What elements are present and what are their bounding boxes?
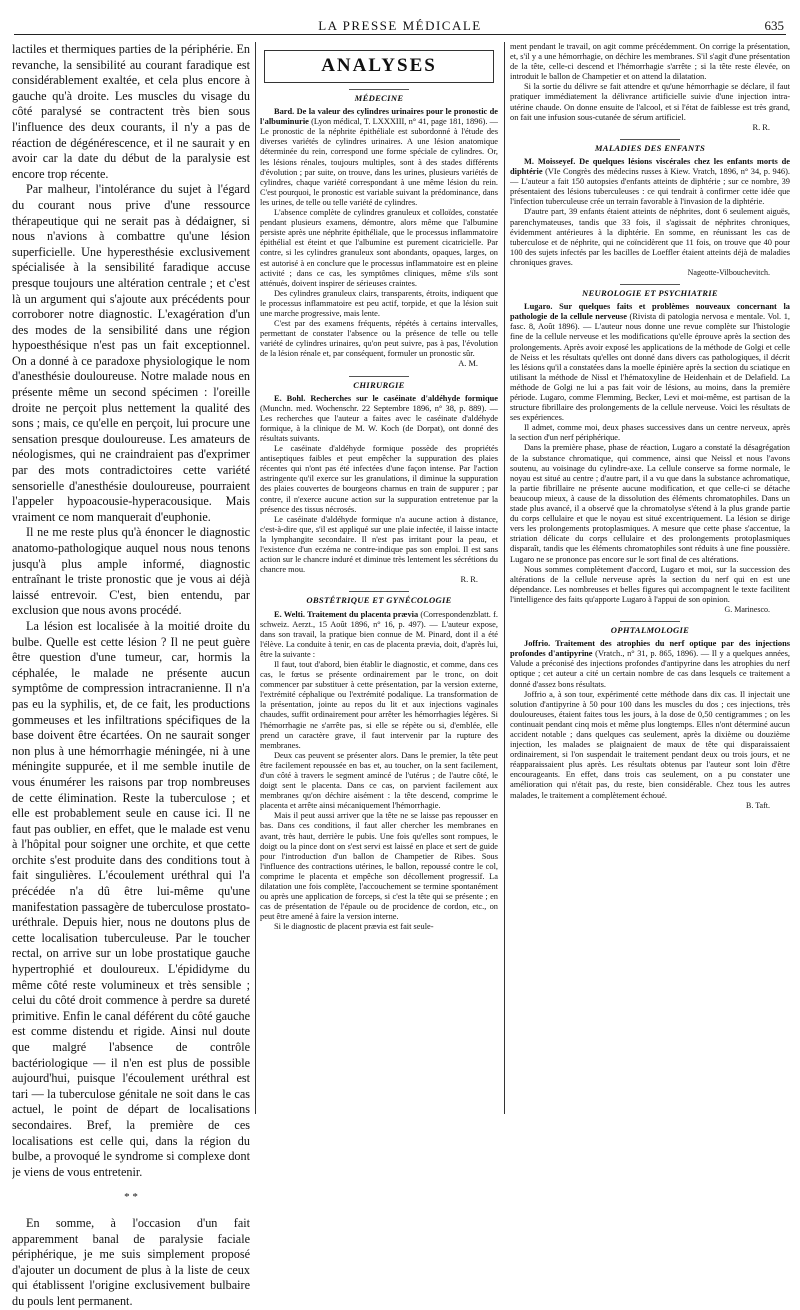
- section-title: MALADIES DES ENFANTS: [510, 139, 790, 153]
- section-title: OBSTÉTRIQUE ET GYNÉCOLOGIE: [260, 591, 498, 605]
- abstract-paragraph: Dans la première phase, phase de réaction, Lugaro a constaté la désagrégation de la substance chromatique, qui commence, ainsi que Neissl et nous l'avons soutenu, au voisinage du cylindre-axe. La cellule conserve sa forme normale, le noyau est situé au centre ; d'autre part, il a vu que dans la substance achromatique, la partie fibrillaire ne présente aucune modification, et que celle-ci se détache beaucoup mieux, à cause de la dissolution des éléments chromatophiles. Dans un stade plus avancé, il a observé que la chromatolyse s'étend à la plus grande partie du corps cellulaire et que le noyau est situé excentriquement. La lésion se dirige vers les prolongements protoplasmiques. A mesure que cette phase s'accentue, la striation délicate du corps cellulaire et des prolongements protoplasmiques disparaît, tandis que les éléments chromatophiles sont réduits à une fine poussière. Lugaro ne se prononce pas encore sur le sort final de ces altérations.: [510, 443, 790, 564]
- abstract-title: Joffrio. Traitement des atrophies du nerf optique par des injections profondes d'antipyrine: [510, 639, 790, 659]
- abstract-title: E. Bohl. Recherches sur le caséinate d'aldéhyde formique: [274, 393, 498, 403]
- abstract-text: (Correspondenzblatt. f. schweiz. Aerzt., 15 Août 1896, n° 16, p. 497). — L'auteur expose, dans son travail, la pratique bien connue de M. Pinard, dont il a été l'élève. La conduite à tenir, en cas de placenta prævia, doit, d'après lui, être la suivante :: [260, 609, 498, 659]
- abstract-title: Bard. De la valeur des cylindres urinaires pour le pronostic de l'albuminurie: [260, 107, 498, 127]
- abstract-text: (Munchn. med. Wochenschr. 22 Septembre 1896, n° 38, p. 889). — Les recherches que l'auteur a faites avec le caséinate d'aldéhyde formique, à la clinique de M. W. Koch (de Dorpat), ont donné des résultats suivants.: [260, 403, 498, 443]
- paragraph: Il ne me reste plus qu'à énoncer le diagnostic anatomo-pathologique auquel nous nous tenons jusqu'à plus ample informé, diagnostic entraînant le triste pronostic que je vous ai déjà laissé entrevoir. C'est, bien entendu, par exclusion que nous avons procédé.: [12, 525, 250, 618]
- section-title: NEUROLOGIE ET PSYCHIATRIE: [510, 284, 790, 298]
- paragraph: Par malheur, l'intolérance du sujet à l'égard du courant nous prive d'une ressource thérapeutique qui ne serait pas à dédaigner, si nous n'avions à combattre qu'une lésion superficielle. Une hyperesthésie exclusivement spécialisée à la sensibilité faradique accuse presque toujours une altération centrale ; et c'est là un argument qui s'ajoute aux précédents pour corroborer notre diagnostic. L'exagération d'un des modes de la sensibilité dans une région hypoesthésique n'est pas un fait exceptionnel. On a donné à ce paradoxe physiologique le nom d'anesthésie douloureuse. Notre malade nous en présente même un second spécimen : l'oreille droite ne perçoit plus nettement la qualité des sons ; mais, ce qu'elle en perçoit, lui procure une sensation presque douloureuse. Les amateurs de néologismes, qui ne craindraient pas d'exprimer par des mots contradictoires cette variété sensorielle d'anesthésie douloureuse, pourraient l'appeler hypoacousie-hyperacousique. Mais vraiment ce nom manquerait d'euphonie.: [12, 182, 250, 524]
- abstract-paragraph: Joffrio a, à son tour, expérimenté cette méthode dans dix cas. Il injectait une solution d'antipyrine à 50 pour 100 dans les muscles du dos ; ces injections, très douloureuses, étaient faites tous les jours, à la dose de 0,50 centigrammes ; on les continuait pendant cinq mois et même plus longtemps. Elles n'ont déterminé aucun accident notable ; dans quelques cas seulement, après la dixième ou douzième injection, les malades se plaignaient de maux de tête qui disparaissaient ordinairement, si l'on suspendait le traitement pendant deux ou trois jours, et ne réapparaissaient plus après. Les résultats obtenus par l'auteur sont loin d'être encourageants. En effet, dans trois cas seulement, on a pu constater une amélioration qui n'était pas, du reste, bien considérable. Chez tous les autres malades, le traitement a complètement échoué.: [510, 689, 790, 800]
- abstract-text: (VIe Congrès des médecins russes à Kiew. Vratch, 1896, n° 34, p. 946). — L'auteur a fait 150 autopsies d'enfants atteints de diphtérie ; sur ce nombre, 39 présentaient des lésions tuberculeuses : ce qui tendrait à confirmer cette idée que l'infection tuberculeuse crée un terrain favorable à l'invasion de la diphtérie.: [510, 167, 790, 207]
- abstract: [260, 394, 498, 444]
- abstract: [260, 107, 498, 208]
- abstract-paragraph: D'autre part, 39 enfants étaient atteints de néphrites, dont 6 seulement aiguës, parenchymateuses, tandis que 33 fois, il s'agissait de néphrites chroniques, évidemment antérieures à la diphtérie. En somme, en réunissant les cas de tuberculose et de néphrite, qui ne coïncidèrent que 11 fois, on trouve que 40 pour 100 des sujets infectés par les bacilles de Loeffler étaient atteints déjà de maladies chroniques graves.: [510, 207, 790, 267]
- paragraph: La lésion est localisée à la moitié droite du bulbe. Quelle est cette lésion ? Il ne peut guère être question d'une tumeur, car, hormis la céphalée, le malade ne présente aucun symptôme de compression intracranienne. Il n'a pas eu la syphilis, et, de ce fait, les productions gommeuses et les infiltrations spécifiques de la base doivent être écartées. On ne saurait songer non plus à une hémorrhagie méningée, ni à une méningite suppurée, et il me semble inutile de vous énumérer les raisons par trop nombreuses de cette élimination. Reste la tuberculose ; et elle est probablement seule en cause ici. Il ne faut pas oublier, en effet, que le malade est venu à l'hôpital pour soigner une orchite, et que cette orchite s'est produite dans des conditions tout à fait singulières. L'écoulement uréthral qui l'a précédée n'a dû être lui-même qu'une manifestation passagère de tuberculose prostato-uréthrale. Depuis hier, nous ne doutons plus de cette localisation tuberculeuse. Par le toucher rectal, on arrive sur un lobe prostatique gauche hypertrophié et douloureux. L'épididyme du même côté reste volumineux et très sensible ; celui du côté droit commence à perdre sa dureté primitive. Enfin le canal déférent du côté gauche est comme distendu et rigide. Ainsi nul doute que malgré l'absence de contrôle bactériologique — il n'en est plus de possible aujourd'hui, puisque l'écoulement uréthral est tari — la tuberculose génitale ne soit dans le cas actuel, le point de départ de localisations secondaires. Bref, la première de ces localisations est celle qui, dans la région du bulbe, a provoqué le syndrome si complexe dont je viens de vous entretenir.: [12, 618, 250, 1179]
- abstract: [510, 157, 790, 207]
- column-1: [12, 42, 250, 1310]
- page-header: [14, 18, 786, 35]
- abstract-paragraph: L'absence complète de cylindres granuleux et colloïdes, constatée pendant plusieurs examens, démontre, alors même que l'albumine persiste après une néphrite épithéliale, que le processus inflammatoire épithélial est éteint et que l'albumine est purement cicatricielle. Par contre, si les cylindres granuleux sont abondants, opaques, larges, on est autorisé à en conclure que le processus inflammatoire est en pleine activité ; dans ce cas, les symptômes cliniques, même s'ils sont atténués, doivent inspirer de sérieuses craintes.: [260, 208, 498, 288]
- section-title: OPHTALMOLOGIE: [510, 621, 790, 635]
- abstract-signature: R. R.: [460, 575, 478, 585]
- abstract-paragraph: Si le diagnostic de placent prævia est fait seule-: [274, 922, 434, 932]
- continued-paragraph: ment pendant le travail, on agit comme précédemment. On corrige la présentation, et, s'il y a une hémorrhagie, on déchire les membranes. S'il s'agit d'une présentation de la tête, celle-ci descend et l'hémorrhagie s'arrête ; si la tête reste élevée, on introduit le ballon de Champetier et on attend la dilatation.: [510, 42, 790, 82]
- section-separator: * *: [124, 1191, 138, 1204]
- abstract-paragraph: Deux cas peuvent se présenter alors. Dans le premier, la tête peut être facilement repoussée en bas et, au toucher, on la sent facilement, d'un côté à travers le segment amincé de l'utérus ; de l'autre côté, le doigt sent le placenta. Dans ce cas, on parvient facilement aux membranes qu'on déchire aisément : la tête descend, comprime le placenta et arrête ainsi mécaniquement l'hémorrhagie.: [260, 750, 498, 811]
- abstract-paragraph: Il admet, comme moi, deux phases successives dans un centre nerveux, après la section d'un nerf périphérique.: [510, 423, 790, 443]
- abstract-title: M. Moisseyef. De quelques lésions viscérales chez les enfants morts de diphtérie: [510, 156, 790, 177]
- abstract-title: Lugaro. Sur quelques faits et problèmes nouveaux concernant la pathologie de la cellule nerveuse: [510, 302, 790, 322]
- column-2: [260, 42, 498, 933]
- abstract-paragraph: Le caséinate d'aldéhyde formique n'a aucune action à distance, c'est-à-dire que, s'il est appliqué sur une plaie infectée, il laisse intacte la lymphangite secondaire. Il n'est pas irritant pour la peau, et l'existence d'un eczéma ne contre-indique pas son emploi. Il est sans action sur le chancre induré et diminue très lentement les sécrétions du chancre mou.: [260, 514, 498, 575]
- abstract-paragraph: Mais il peut aussi arriver que la tête ne se laisse pas repousser en bas. Dans ces conditions, il faut aller chercher les membranes en avant, très haut, derrière le pubis. Une fois qu'elles sont rompues, le doigt ou la pince dont on s'est servi est laissé en place et sert de guide pour l'introduction d'un ballon de Champetier de Ribes. Sous l'influence des contractions utérines, le ballon, repoussé contre le col, comprime le placenta et empêche son décollement progressif. La dilatation une fois complète, l'accouchement se termine spontanément ou après une application de forceps, si c'est la tête qui se présente ; en cas de présentation de l'épaule ou de procidence de cordon, etc., on peut être amené à faire la version interne.: [260, 811, 498, 922]
- abstract-paragraph: C'est par des examens fréquents, répétés à certains intervalles, permettant de constater l'absence ou la présence de telle ou telle variété de cylindres urinaires, qu'on peut suivre, pas à pas, l'évolution de la lésion rénale et, par conséquent, formuler un pronostic sûr.: [260, 319, 498, 359]
- abstract-text: (Rivista di patologia nervosa e mentale. Vol. 1, fasc. 8, Août 1896). — L'auteur nous donne une revue complète sur l'histologie fine de la cellule nerveuse et les modifications qu'elle éprouve après la section des prolongements. Après avoir exposé les applications de la méthode de Golgi et celle de Neiss et les résultats qu'elles ont donné dans divers cas pathologiques, il décrit les lésions qu'il a constatées dans la moelle épinière après la section du sciatique en utilisant la méthode de Nissl et l'hématoxyline de Heidenhain et de Delafield. La méthode de Golgi ne lui a pas fait voir de lésions, au moins, dans la première période. Lugaro, comme Flemming, Becker, Levi et moi-même, est partisan de la structure fibrillaire des prolongements de la cellule nerveuse. Voici les résultats de ses expériences.: [510, 312, 790, 423]
- paragraph: Si la sortie du délivre se fait attendre et qu'une hémorrhagie se déclare, il faut pratiquer immédiatement la délivrance artificielle suivie d'une injection intra-utérine chaude. On donne ensuite de l'alcool, et si l'état de faiblesse est très grand, on fait une infusion sous-cutanée de sérum artificiel.: [510, 82, 790, 122]
- abstract-text: (Lyon médical, T. LXXXIII, n° 41, page 181, 1896). — Le pronostic de la néphrite épithéliale est subordonné à l'étude des diverses variétés de cylindres urinaires. A une lésion anatomique déterminée du rein, correspond une forme spéciale de cylindres. Or, les lésions rénales, toujours multiples, sont à des stades différents d'évolution ; par suite, on trouve, dans les urines, plusieurs variétés de cylindres, chaque variété correspondant à une même lésion du rein. C'est pourquoi, le pronostic est variable suivant la prédominance, dans les urines, de telle ou telle variété de cylindres.: [260, 117, 498, 207]
- column-rule-2: [504, 42, 505, 1114]
- abstract-paragraph: Des cylindres granuleux clairs, transparents, étroits, indiquent que le processus inflammatoire est peu actif, torpide, et que la lésion suit une marche progressive, mais lente.: [260, 288, 498, 318]
- abstract-signature: A. M.: [458, 359, 478, 369]
- page-number: 635: [764, 18, 784, 33]
- section-title: MÉDECINE: [260, 89, 498, 103]
- abstract-signature: Nageotte-Vilbouchevitch.: [687, 267, 770, 277]
- abstract: [510, 302, 790, 423]
- abstract-signature: R. R.: [752, 122, 770, 132]
- abstract-signature: G. Marinesco.: [724, 604, 770, 614]
- abstract: [510, 639, 790, 689]
- abstract-paragraph: Nous sommes complètement d'accord, Lugaro et moi, sur la succession des altérations de la cellule nerveuse après la section du nerf qui en est une dépendance. Les nombreuses et belles figures qui accompagnent le texte facilitent l'intelligence des faits qu'apporte Lugaro à l'appui de son opinion.: [510, 564, 790, 604]
- column-rule-1: [255, 42, 256, 1114]
- abstract-text: (Vratch., n° 31, p. 865, 1896). — Il y a quelques années, Valude a préconisé des injections profondes d'antipyrine dans les atrophies du nerf optique ; cet auteur a cité un certain nombre de cas dans lesquels ce traitement a donné d'assez bons résultats.: [510, 649, 790, 689]
- column-3: [510, 42, 790, 813]
- abstract-paragraph: Le caséinate d'aldéhyde formique possède des propriétés antiseptiques faibles et peut empêcher la suppuration des plaies récentes qui n'ont pas été infectées d'une façon intense. Par l'action astringente qu'il exerce sur les granulations, il diminue la suppuration des plaies couvertes de bourgeons charnus en train de suppurer ; par contre, il n'exerce aucune action sur la suppuration entretenue par la présence des tissus nécrosés.: [260, 444, 498, 514]
- abstract: [260, 610, 498, 660]
- abstract-paragraph: Il faut, tout d'abord, bien établir le diagnostic, et comme, dans ces cas, le fœtus se présente ordinairement par le tronc, on doit commencer par substituer à cette présentation, par la version externe, l'extrémité céphalique ou l'extrémité podalique. La transformation de la présentation, jointe au repos du lit et aux injections vaginales chaudes, suffit ordinairement pour arrêter les hémorrhagies légères. Si l'hémorrhagie ne s'arrête pas, si elle se répète ou si, d'emblée, elle prend un caractère grave, il faut intervenir par la rupture des membranes.: [260, 659, 498, 750]
- final-paragraph: En somme, à l'occasion d'un fait apparemment banal de paralysie faciale périphérique, je me suis simplement proposé d'ajouter un document de plus à la liste de ceux qui établissent l'origine exclusivement bulbaire du pouls lent permanent.: [12, 1215, 250, 1308]
- paragraph: lactiles et thermiques parties de la périphérie. En revanche, la sensibilité au courant faradique est considérablement exaltée, et cela plus encore à gauche qu'à droite. Les muscles du visage du côté paralysé se contractent très bien sous l'influence des deux courants, il n'y a pas de réaction de dégénérescence, et il ne saurait y en avoir car la date du début de la paralysie est encore trop récente.: [12, 42, 250, 181]
- abstract-signature: B. Taft.: [746, 800, 770, 810]
- section-title: CHIRURGIE: [260, 376, 498, 390]
- journal-title: LA PRESSE MÉDICALE: [318, 18, 482, 33]
- analyses-heading: ANALYSES: [264, 50, 494, 83]
- abstract-title: E. Welti. Traitement du placenta prævia: [274, 609, 419, 619]
